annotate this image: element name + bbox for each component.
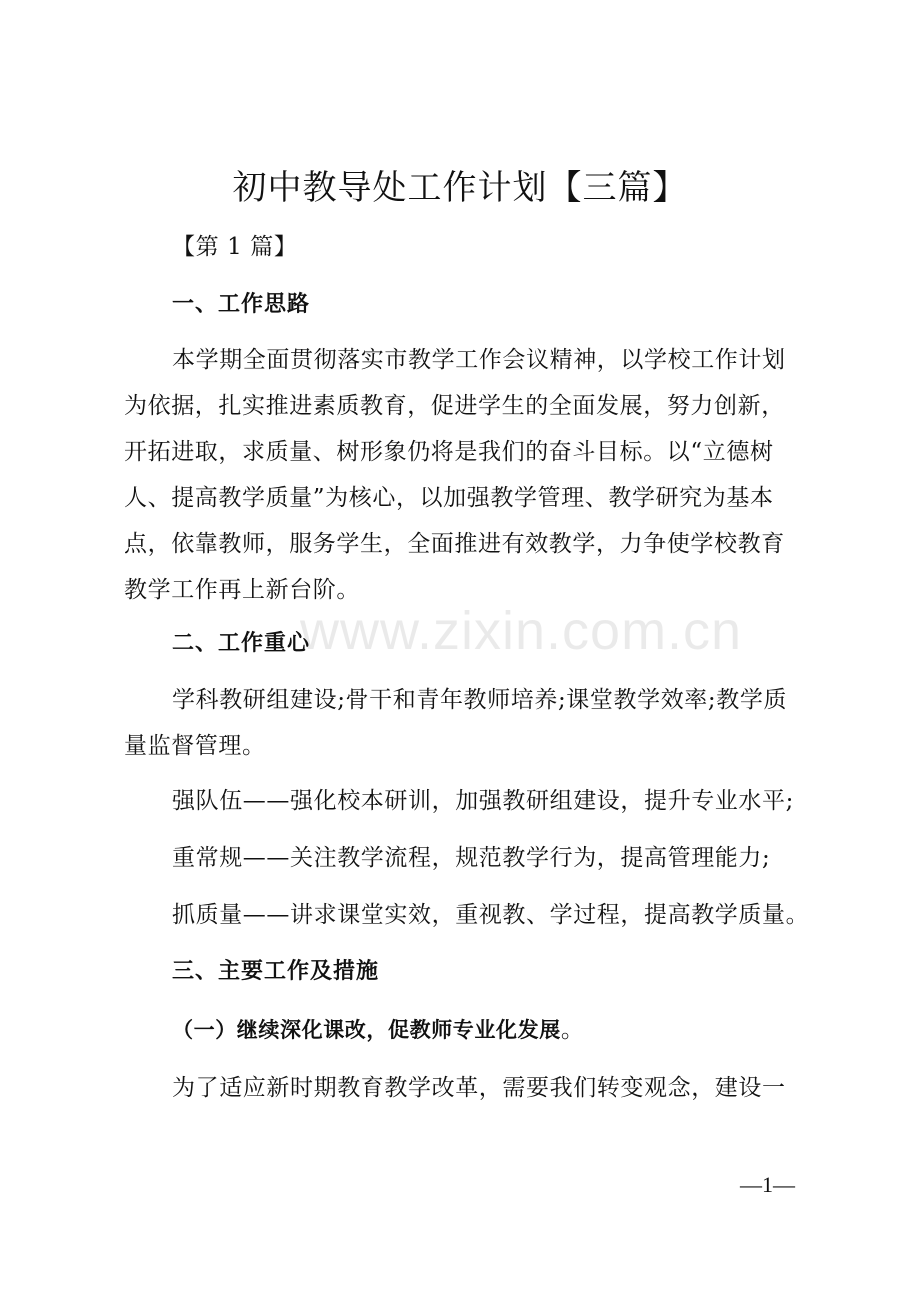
section-heading-ideas: 一、工作思路	[172, 292, 311, 317]
paragraph-line: 点，依靠教师，服务学生，全面推进有效教学，力争使学校教育	[124, 531, 785, 557]
paragraph-line: 开拓进取，求质量、树形象仍将是我们的奋斗目标。以“立德树	[124, 439, 774, 465]
section-heading-focus: 二、工作重心	[172, 631, 311, 656]
paragraph-line: 教学工作再上新台阶。	[124, 577, 360, 603]
subsection-heading-period: 。	[560, 1017, 585, 1043]
paragraph-line: 量监督管理。	[124, 733, 266, 759]
point-quality: 抓质量——讲求课堂实效，重视教、学过程，提高教学质量。	[172, 902, 810, 928]
paragraph-line: 人、提高教学质量”为核心，以加强教学管理、教学研究为基本	[124, 485, 774, 511]
subsection-heading-text: （一）继续深化课改，促教师专业化发展	[172, 1018, 561, 1042]
subsection-heading	[172, 1013, 814, 1047]
document-title: 初中教导处工作计划【三篇】	[232, 168, 688, 208]
section-heading-measures: 三、主要工作及措施	[172, 959, 380, 984]
point-team: 强队伍——强化校本研训，加强教研组建设，提升专业水平;	[172, 788, 794, 814]
paragraph-line: 为了适应新时期教育教学改革，需要我们转变观念，建设一	[172, 1075, 786, 1101]
paragraph-line: 本学期全面贯彻落实市教学工作会议精神，以学校工作计划	[172, 347, 786, 373]
page-number: —1—	[740, 1172, 795, 1197]
watermark: www.zixin.com.cn	[300, 601, 743, 661]
paragraph-line: 为依据，扎实推进素质教育，促进学生的全面发展，努力创新，	[124, 393, 785, 419]
part-label: 【第 1 篇】	[172, 234, 298, 260]
paragraph-line: 学科教研组建设;骨干和青年教师培养;课堂教学效率;教学质	[172, 687, 788, 713]
point-routine: 重常规——关注教学流程，规范教学行为，提高管理能力;	[172, 845, 771, 871]
